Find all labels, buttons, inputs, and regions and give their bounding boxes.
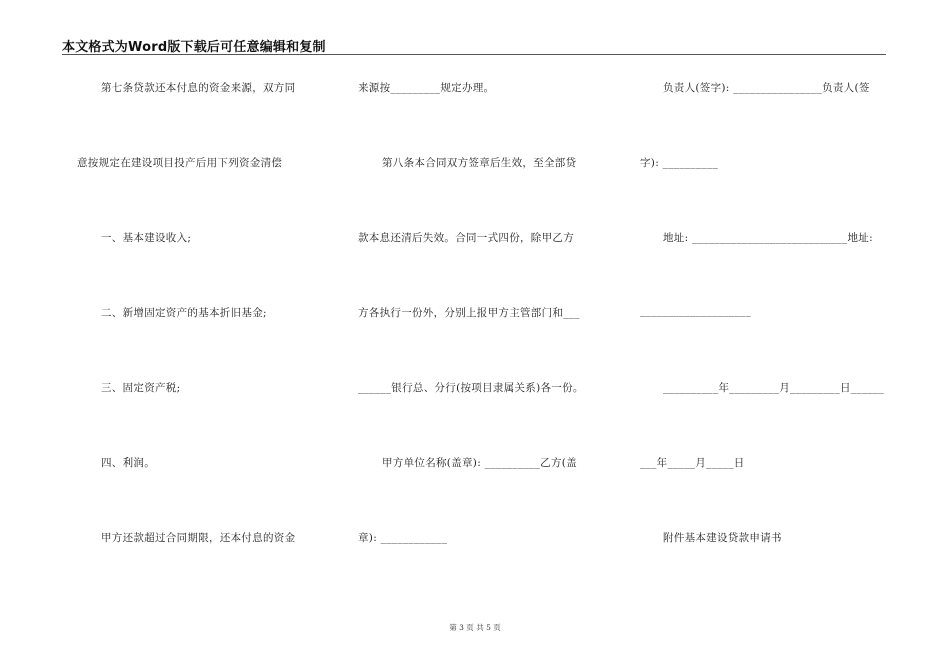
left-line-4: 二、新增固定资产的基本折旧基金;: [101, 307, 267, 319]
page-number: 第 3 页 共 5 页: [449, 623, 501, 632]
header-title: 本文格式为Word版下载后可任意编辑和复制: [62, 40, 326, 55]
right-line-2: 字): __________: [640, 157, 719, 169]
middle-line-4: 方各执行一份外，分别上报甲方主管部门和___: [358, 307, 580, 319]
page-footer: [0, 622, 950, 633]
left-line-5: 三、固定资产税;: [101, 382, 181, 394]
middle-line-3: 款本息还清后失效。合同一式四份，除甲乙方: [358, 232, 574, 244]
right-line-5: __________年_________月_________日______: [663, 382, 885, 394]
left-line-2: 意按规定在建设项目投产后用下列资金清偿: [77, 157, 283, 169]
middle-line-1: 来源按_________规定办理。: [358, 82, 495, 94]
right-line-6: ___年_____月_____日: [640, 457, 745, 469]
left-line-1: 第七条贷款还本付息的资金来源，双方同: [101, 82, 296, 94]
middle-line-5: ______银行总、分行(按项目隶属关系)各一份。: [358, 382, 584, 394]
left-line-6: 四、利润。: [101, 457, 155, 469]
middle-line-2: 第八条本合同双方签章后生效，至全部贷: [382, 157, 577, 169]
left-line-3: 一、基本建设收入;: [101, 232, 192, 244]
left-line-7: 甲方还款超过合同期限，还本付息的资金: [101, 532, 296, 544]
document-header: [62, 36, 886, 55]
middle-line-6: 甲方单位名称(盖章): __________乙方(盖: [382, 457, 577, 469]
right-line-1: 负责人(签字): ________________负责人(签: [663, 82, 870, 94]
right-line-7: 附件基本建设贷款申请书: [663, 532, 782, 544]
right-line-3: 地址: ____________________________地址:: [663, 232, 873, 244]
right-line-4: ____________________: [640, 305, 751, 317]
middle-line-7: 章): ____________: [358, 532, 448, 544]
